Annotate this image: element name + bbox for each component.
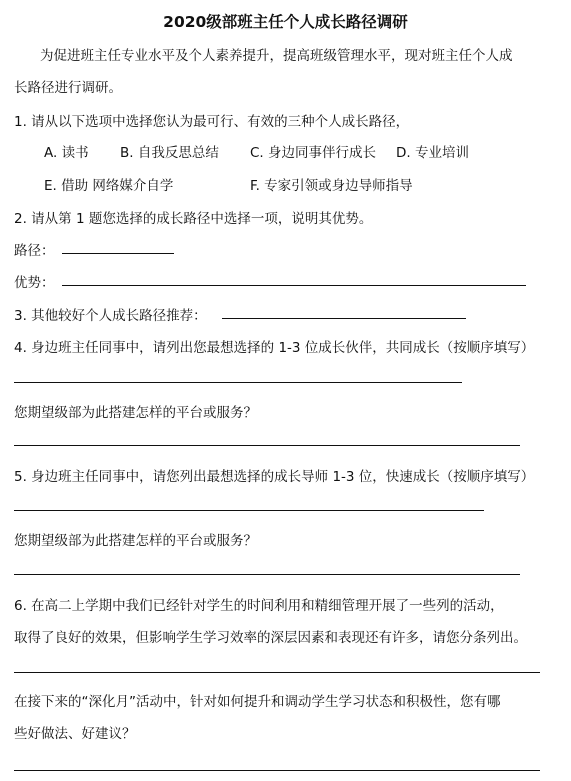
partners-answer-line[interactable] (14, 382, 462, 383)
question-6-followup-line-1: 在接下来的“深化月”活动中，针对如何提升和调动学生学习状态和积极性，您有哪 (14, 694, 501, 710)
recommendation-answer-line[interactable] (222, 318, 466, 319)
intro-line-2: 长路径进行调研。 (14, 80, 122, 96)
intro-line-1: 为促进班主任专业水平及个人素养提升，提高班级管理水平，现对班主任个人成 (40, 48, 513, 64)
option-b: B. 自我反思总结 (120, 145, 219, 161)
suggestions-answer-line[interactable] (14, 770, 540, 771)
question-6-line-2: 取得了良好的效果，但影响学生学习效率的深层因素和表现还有许多，请您分条列出。 (14, 630, 527, 646)
option-c: C. 身边同事伴行成长 (250, 145, 377, 161)
question-6-line-1: 6. 在高二上学期中我们已经针对学生的时间利用和精细管理开展了一些列的活动， (14, 598, 504, 614)
option-f: F. 专家引领或身边导师指导 (250, 178, 413, 194)
factors-answer-line[interactable] (14, 672, 540, 673)
path-label: 路径： (14, 243, 55, 259)
advantage-answer-line[interactable] (62, 285, 526, 286)
option-a: A. 读书 (44, 145, 89, 161)
question-4-followup: 您期望级部为此搭建怎样的平台或服务？ (14, 405, 257, 421)
question-2: 2. 请从第 1 题您选择的成长路径中选择一项，说明其优势。 (14, 211, 373, 227)
question-5-followup: 您期望级部为此搭建怎样的平台或服务？ (14, 533, 257, 549)
option-e: E. 借助 网络媒介自学 (44, 178, 174, 194)
advantage-label: 优势： (14, 275, 55, 291)
question-4: 4. 身边班主任同事中，请列出您最想选择的 1-3 位成长伙伴，共同成长（按顺序填写） (14, 340, 535, 356)
question-3: 3. 其他较好个人成长路径推荐： (14, 308, 207, 324)
page-title: 2020级部班主任个人成长路径调研 (163, 13, 408, 31)
option-d: D. 专业培训 (396, 145, 469, 161)
mentors-answer-line[interactable] (14, 510, 484, 511)
question-6-followup-line-2: 些好做法、好建议？ (14, 726, 136, 742)
q4-platform-answer-line[interactable] (14, 445, 520, 446)
path-answer-line[interactable] (62, 253, 174, 254)
q5-platform-answer-line[interactable] (14, 574, 520, 575)
question-5: 5. 身边班主任同事中，请您列出最想选择的成长导师 1-3 位，快速成长（按顺序填写） (14, 469, 535, 485)
question-1: 1. 请从以下选项中选择您认为最可行、有效的三种个人成长路径， (14, 114, 410, 130)
